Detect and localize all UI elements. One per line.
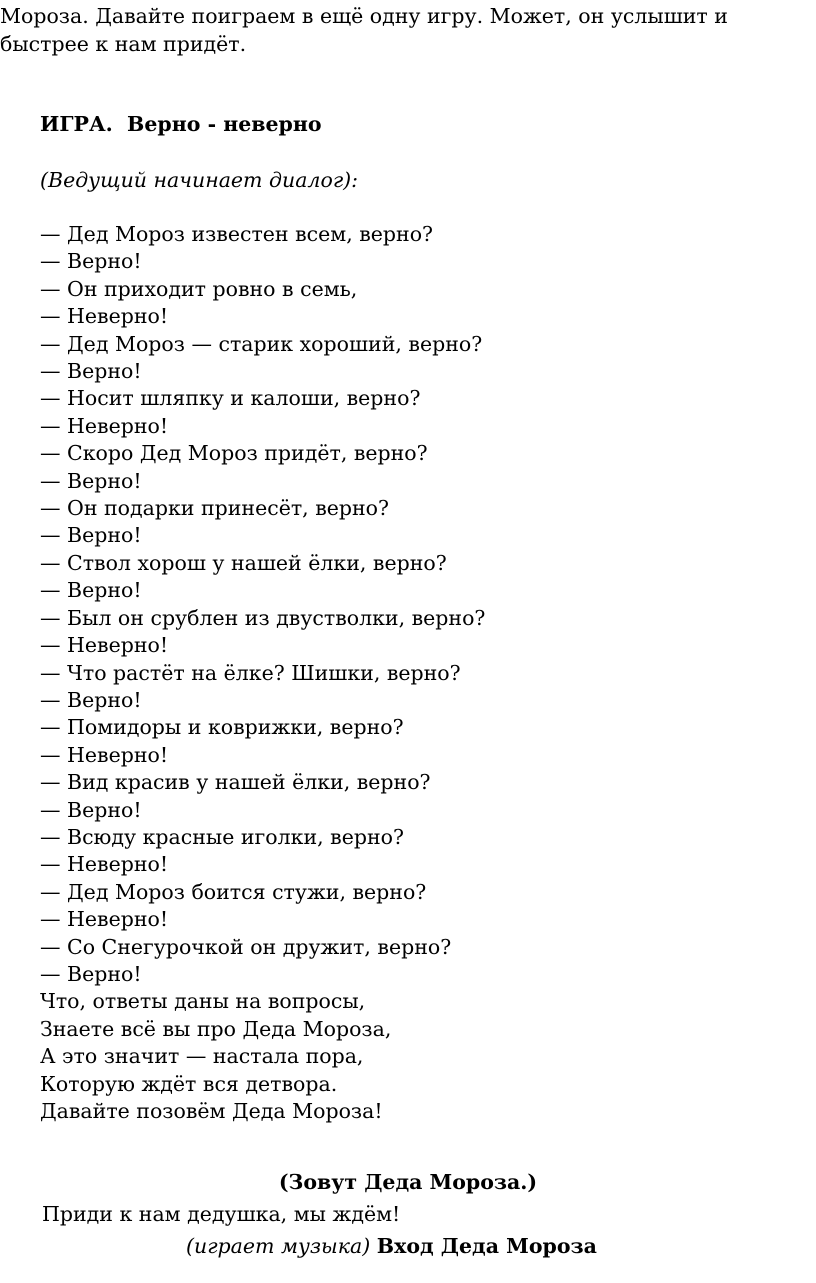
lead-remark: (Ведущий начинает диалог): xyxy=(40,168,359,192)
verse-line: Что, ответы даны на вопросы, xyxy=(40,989,366,1014)
dialog-line: — Вид красив у нашей ёлки, верно? xyxy=(40,770,431,795)
dialog-line: — Верно! xyxy=(40,578,142,603)
dialog-line: — Верно! xyxy=(40,249,142,274)
dialog-line: — Он подарки принесёт, верно? xyxy=(40,496,389,521)
dialog-line: — Верно! xyxy=(40,797,142,822)
dialog-line: — Со Снегурочкой он дружит, верно? xyxy=(40,934,452,959)
dialog-line: — Помидоры и коврижки, верно? xyxy=(40,715,404,740)
intro-line: быстрее к нам придёт. xyxy=(0,32,247,56)
dialog-line: — Дед Мороз — старик хороший, верно? xyxy=(40,331,483,356)
dialog-line: — Дед Мороз известен всем, верно? xyxy=(40,222,434,246)
dialog-line: — Неверно! xyxy=(40,633,169,658)
dialog-line: — Верно! xyxy=(40,687,142,712)
dialog-line: — Верно! xyxy=(40,523,142,548)
entrance-note: Вход Деда Мороза xyxy=(376,1234,597,1258)
verse-line: Давайте позовём Деда Мороза! xyxy=(40,1099,383,1123)
dialog-line: — Был он срублен из двустволки, верно? xyxy=(40,605,486,630)
call-title: (Зовут Деда Мороза.) xyxy=(278,1170,538,1194)
dialog-line: — Неверно! xyxy=(40,304,169,329)
verse-line: Знаете всё вы про Деда Мороза, xyxy=(40,1016,392,1041)
intro-line: Мороза. Давайте поиграем в ещё одну игру. Может, он услышит и xyxy=(0,4,728,28)
intro-paragraph xyxy=(0,2,812,58)
dialog-line: — Неверно! xyxy=(40,852,169,877)
dialog-block xyxy=(40,221,485,1125)
dialog-line: — Носит шляпку и калоши, верно? xyxy=(40,386,421,411)
call-line: Приди к нам дедушка, мы ждём! xyxy=(42,1202,401,1226)
game-heading: ИГРА. Верно - неверно xyxy=(40,112,322,136)
dialog-line: — Неверно! xyxy=(40,413,169,438)
dialog-line: — Неверно! xyxy=(40,742,169,767)
music-note: (играет музыка) xyxy=(186,1234,371,1258)
dialog-line: — Он приходит ровно в семь, xyxy=(40,276,358,301)
dialog-line: — Верно! xyxy=(40,468,142,493)
dialog-line: — Ствол хорош у нашей ёлки, верно? xyxy=(40,550,447,575)
dialog-line: — Скоро Дед Мороз придёт, верно? xyxy=(40,441,428,466)
music-line xyxy=(186,1232,597,1260)
dialog-line: — Дед Мороз боится стужи, верно? xyxy=(40,879,427,904)
dialog-line: — Верно! xyxy=(40,961,142,986)
dialog-line: — Всюду красные иголки, верно? xyxy=(40,824,404,849)
dialog-line: — Верно! xyxy=(40,359,142,384)
verse-line: А это значит — настала пора, xyxy=(40,1044,364,1069)
dialog-line: — Неверно! xyxy=(40,907,169,932)
verse-line: Которую ждёт вся детвора. xyxy=(40,1071,338,1096)
dialog-line: — Что растёт на ёлке? Шишки, верно? xyxy=(40,660,461,685)
